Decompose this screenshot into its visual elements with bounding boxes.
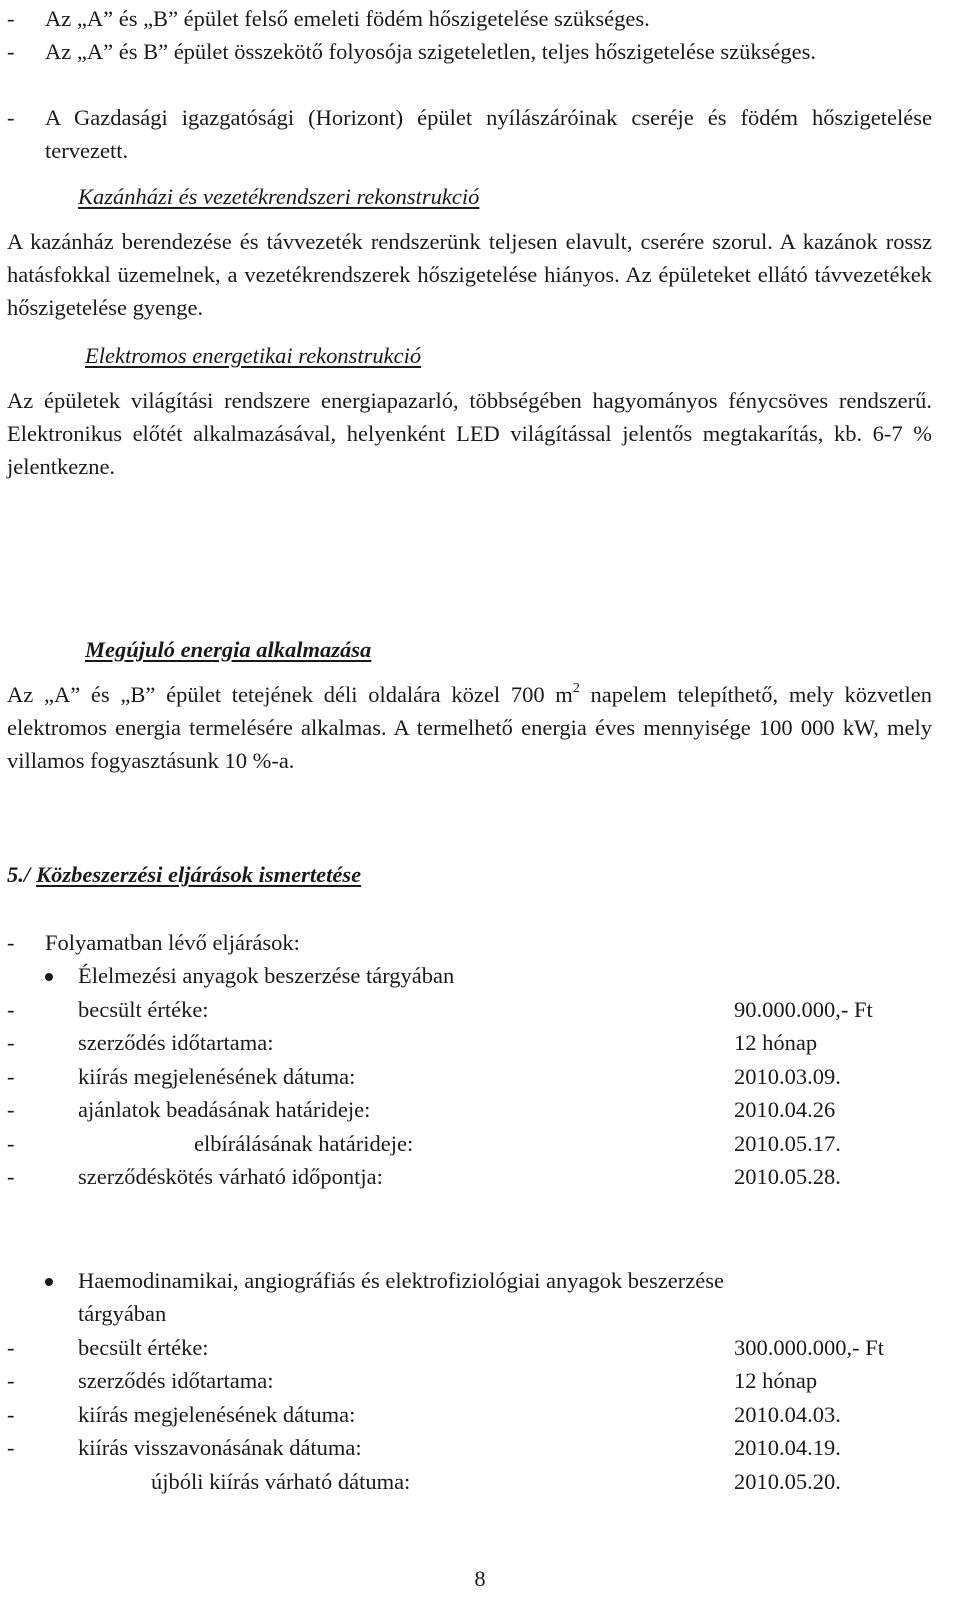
heading-megujulo: Megújuló energia alkalmazása (85, 637, 372, 662)
table-row (7, 1431, 932, 1464)
table-row (7, 1398, 932, 1431)
row-value: 2010.03.09. (734, 1064, 841, 1089)
list-dash: - (7, 105, 15, 130)
row-label: újbóli kiírás várható dátuma: (151, 1469, 411, 1494)
row-label: ajánlatok beadásának határideje: (78, 1097, 371, 1122)
bullet-icon (45, 1278, 53, 1286)
row-label: becsült értéke: (78, 997, 209, 1022)
section-heading (78, 180, 938, 213)
row-value: 2010.05.20. (734, 1469, 841, 1494)
paragraph-kazan: A kazánház berendezése és távvezeték rendszerünk teljesen elavult, cserére szorul. A kazánok rossz hatásfokkal üzemelnek, a vezetékrendszerek hőszigetelése hiányos. Az épületeket ellátó távvezetékek hőszigetelése gyenge. (7, 229, 932, 320)
list-text: Az „A” és B” épület összekötő folyosója szigeteletlen, teljes hőszigetelése szükséges. (45, 39, 816, 64)
row-value: 2010.05.28. (734, 1164, 841, 1189)
row-dash: - (7, 1064, 15, 1089)
list-item (7, 926, 932, 959)
row-label: becsült értéke: (78, 1335, 209, 1360)
paragraph-elektro: Az épületek világítási rendszere energiapazarló, többségében hagyományos fénycsöves rendszerű. Elektronikus előtét alkalmazásával, helyenként LED világítással jelentős megtakarítás, kb. 6-7 % jelentkezne. (7, 388, 932, 479)
row-dash: - (7, 997, 15, 1022)
page-number: 8 (474, 1566, 486, 1591)
list-item (7, 2, 932, 35)
row-dash: - (7, 1368, 15, 1393)
section-heading (85, 633, 935, 666)
list-text: Folyamatban lévő eljárások: (45, 930, 300, 955)
megujulo-text-b: napelem telepíthető, mely közvetlen elektromos energia termelésére alkalmas. A termelhető energia éves mennyisége 100 000 kW, mely villamos fogyasztásunk 10 %-a. (7, 682, 932, 773)
table-row (7, 1465, 932, 1498)
heading-elektro: Elektromos energetikai rekonstrukció (85, 343, 422, 368)
list-text: Az „A” és „B” épület felső emeleti födém hőszigetelése szükséges. (45, 6, 650, 31)
row-label: kiírás megjelenésének dátuma: (78, 1064, 356, 1089)
procedure-2-title-line1: Haemodinamikai, angiográfiás és elektrofiziológiai anyagok beszerzése (78, 1268, 724, 1293)
row-label: kiírás megjelenésének dátuma: (78, 1402, 356, 1427)
section-title: Közbeszerzési eljárások ismertetése (36, 862, 362, 887)
row-value: 90.000.000,- Ft (734, 997, 873, 1022)
procedure-2 (7, 1264, 932, 1330)
row-dash: - (7, 1435, 15, 1460)
row-value: 2010.05.17. (734, 1131, 841, 1156)
row-dash: - (7, 1402, 15, 1427)
section-number: 5./ (7, 862, 31, 887)
list-dash: - (7, 6, 15, 31)
table-row (7, 1160, 932, 1193)
bullet-icon (45, 973, 53, 981)
row-value: 2010.04.26 (734, 1097, 836, 1122)
row-value: 300.000.000,- Ft (734, 1335, 885, 1360)
list-text: A Gazdasági igazgatósági (Horizont) épület nyílászáróinak cseréje és födém hőszigetelése tervezett. (45, 105, 932, 163)
table-row (7, 993, 932, 1026)
megujulo-text-a: Az „A” és „B” épület tetejének déli oldalára közel 700 m (7, 682, 573, 707)
row-value: 2010.04.03. (734, 1402, 841, 1427)
procedure-1 (7, 959, 932, 992)
row-dash: - (7, 1030, 15, 1055)
section-heading (85, 339, 935, 372)
row-dash: - (7, 1164, 15, 1189)
superscript: 2 (572, 681, 580, 696)
table-row (7, 1331, 932, 1364)
row-value: 12 hónap (734, 1368, 818, 1393)
row-dash: - (7, 1131, 15, 1156)
section-5-heading (7, 858, 932, 891)
row-label: szerződés időtartama: (78, 1030, 274, 1055)
procedure-1-title: Élelmezési anyagok beszerzése tárgyában (78, 963, 455, 988)
table-row (7, 1364, 932, 1397)
row-value: 12 hónap (734, 1030, 818, 1055)
heading-kazan: Kazánházi és vezetékrendszeri rekonstrukció (78, 184, 480, 209)
row-label: szerződés időtartama: (78, 1368, 274, 1393)
procedure-2-title-line2: tárgyában (78, 1301, 167, 1326)
row-label: szerződéskötés várható időpontja: (78, 1164, 383, 1189)
list-dash: - (7, 39, 15, 64)
paragraph-megujulo (7, 678, 932, 777)
list-item (7, 35, 932, 68)
row-dash: - (7, 1097, 15, 1122)
list-item (7, 101, 932, 167)
table-row (7, 1060, 932, 1093)
table-row (7, 1026, 932, 1059)
row-label: elbírálásának határideje: (194, 1131, 414, 1156)
row-label: kiírás visszavonásának dátuma: (78, 1435, 362, 1460)
list-dash: - (7, 930, 15, 955)
row-dash: - (7, 1335, 15, 1360)
table-row (7, 1093, 932, 1126)
table-row (7, 1127, 932, 1160)
row-value: 2010.04.19. (734, 1435, 841, 1460)
